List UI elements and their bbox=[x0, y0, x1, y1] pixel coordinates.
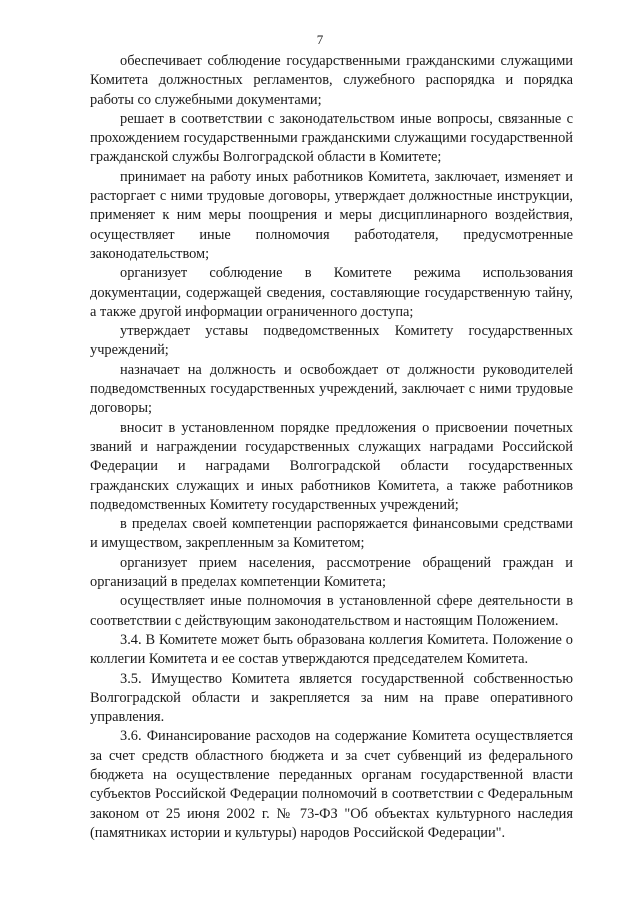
paragraph: принимает на работу иных работников Комитета, заключает, изменяет и расторгает с ними трудовые договоры, утверждает должностные инструкции, применяет к ним меры поощрения и меры дисциплинарного воздействия, осуществляет иные полномочия работодателя, предусмотренные законодательством; bbox=[90, 168, 573, 262]
section-paragraph-3-6: 3.6. Финансирование расходов на содержание Комитета осуществляется за счет средств областного бюджета и за счет субвенций из федерального бюджета на осуществление переданных органам государственной власти субъектов Российской Федерации полномочий в соответствии с Федеральным законом от 25 июня 2002 г. № 73-ФЗ "Об объектах культурного наследия (памятниках истории и культуры) народов Российской Федерации". bbox=[90, 728, 573, 841]
paragraph: решает в соответствии с законодательством иные вопросы, связанные с прохождением государственными гражданскими служащими государственной гражданской службы Волгоградской области в Комитете; bbox=[90, 110, 573, 166]
paragraph: вносит в установленном порядке предложения о присвоении почетных званий и награждении государственных служащих наградами Российской Федерации и наградами Волгоградской области государственных гражданских служащих и иных работников Комитета, а также работников подведомственных Комитету государственных учреждений; bbox=[90, 419, 573, 513]
section-paragraph-3-5: 3.5. Имущество Комитета является государственной собственностью Волгоградской области и закрепляется за ним на праве оперативного управления. bbox=[90, 670, 573, 726]
paragraph: осуществляет иные полномочия в установленной сфере деятельности в соответствии с действующим законодательством и настоящим Положением. bbox=[90, 593, 573, 629]
paragraph: обеспечивает соблюдение государственными гражданскими служащими Комитета должностных регламентов, служебного распорядка и порядка работы со служебными документами; bbox=[90, 53, 573, 108]
section-paragraph-3-4: 3.4. В Комитете может быть образована коллегия Комитета. Положение о коллегии Комитета и ее состав утверждаются председателем Комитета. bbox=[90, 631, 573, 668]
paragraph: в пределах своей компетенции распоряжается финансовыми средствами и имуществом, закрепленным за Комитетом; bbox=[90, 516, 573, 552]
paragraph: организует соблюдение в Комитете режима использования документации, содержащей сведения, составляющие государственную тайну, а также другой информации ограниченного доступа; bbox=[90, 265, 573, 320]
page-number: 7 bbox=[316, 32, 324, 47]
paragraph: утверждает уставы подведомственных Комитету государственных учреждений; bbox=[90, 323, 573, 359]
paragraph: назначает на должность и освобождает от должности руководителей подведомственных государственных учреждений, заключает с ними трудовые договоры; bbox=[90, 361, 573, 417]
paragraph: организует прием населения, рассмотрение обращений граждан и организаций в пределах компетенции Комитета; bbox=[90, 554, 573, 591]
document-body bbox=[90, 52, 573, 843]
